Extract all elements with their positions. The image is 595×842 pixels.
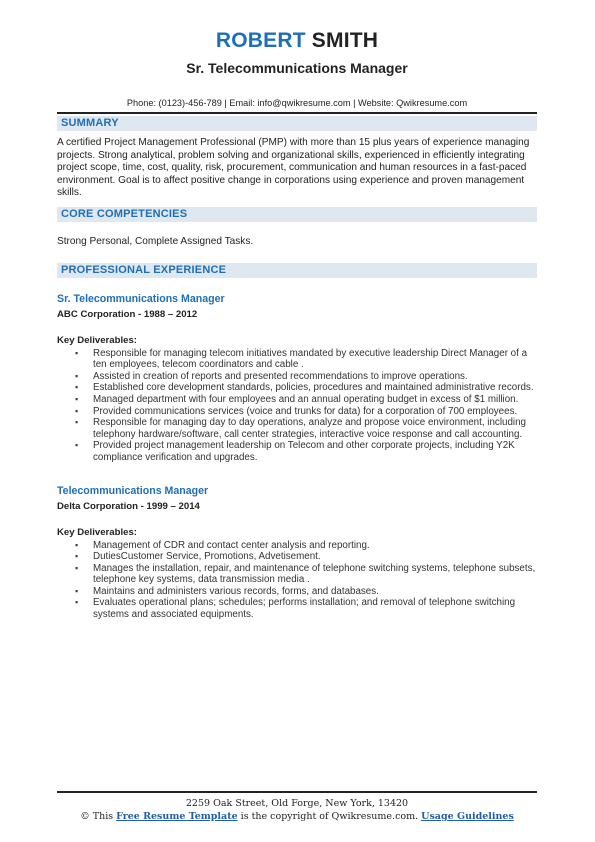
candidate-name	[57, 29, 537, 53]
list-item: ▪ Manages the installation, repair, and maintenance of telephone switching systems, telephone subsets, telephone key systems, data transmission media .	[93, 563, 537, 586]
free-resume-template-link[interactable]: Free Resume Template	[116, 811, 238, 822]
copyright-this: This	[92, 811, 114, 822]
last-name: SMITH	[311, 29, 379, 52]
summary-text: A certified Project Management Professional (PMP) with more than 15 plus years of experience managing projects. Strong analytical, problem solving and organizational skills, experienced in efficiently integrating project scope, time, cost, quality, risk, procurement, communication and human resources in a fast-paced environment. Goal is to affect positive change in corporations using experience and proven management skills.	[57, 137, 530, 199]
copyright-text: is the copyright of Qwikresume.com.	[240, 811, 419, 822]
list-item: ▪ Managed department with four employees and an annual operating budget in excess of $1 million.	[93, 394, 537, 406]
footer-copyright	[57, 811, 537, 822]
job-entry	[57, 293, 537, 464]
deliverables-list	[57, 540, 537, 621]
resume-page	[57, 0, 537, 621]
job-title: Telecommunications Manager	[57, 484, 209, 497]
job-company: ABC Corporation - 1988 – 2012	[57, 308, 198, 320]
header-divider	[57, 112, 537, 114]
list-item: ▪ Management of CDR and contact center analysis and reporting.	[93, 540, 537, 552]
list-item: ▪ Established core development standards, policies, procedures and maintained administrative records.	[93, 382, 537, 394]
list-item: ▪ DutiesCustomer Service, Promotions, Advetisement.	[93, 551, 537, 563]
key-deliverables-label: Key Deliverables:	[57, 334, 137, 346]
list-item: ▪ Provided communications services (voice and trunks for data) for a corporation of 700 employees.	[93, 406, 537, 418]
competencies-text: Strong Personal, Complete Assigned Tasks.	[57, 235, 254, 247]
summary-heading: SUMMARY	[57, 116, 537, 131]
list-item: ▪ Responsible for managing day to day operations, analyze and propose voice environment, including telephony hardware/software, call center strategies, interactive voice response and call accounting.	[93, 417, 537, 440]
job-entry	[57, 485, 537, 621]
list-item: ▪ Responsible for managing telecom initiatives mandated by executive leadership Direct Manager of a ten employees, telecom coordinators and cable .	[93, 348, 537, 371]
key-deliverables-label: Key Deliverables:	[57, 526, 137, 538]
competencies-heading: CORE COMPETENCIES	[57, 207, 537, 222]
list-item: ▪ Assisted in creation of reports and presented recommendations to improve operations.	[93, 371, 537, 383]
list-item: ▪ Provided project management leadership on Telecom and other corporate projects, including Y2K compliance verification and upgrades.	[93, 440, 537, 463]
copyright-symbol: ©	[80, 811, 90, 822]
candidate-title: Sr. Telecommunications Manager	[186, 60, 408, 76]
list-item: ▪ Evaluates operational plans; schedules; performs installation; and removal of telephone switching systems and associated equipments.	[93, 597, 537, 620]
job-title: Sr. Telecommunications Manager	[57, 292, 225, 305]
experience-heading: PROFESSIONAL EXPERIENCE	[57, 263, 537, 278]
footer-divider	[57, 791, 537, 793]
first-name: ROBERT	[215, 29, 306, 52]
deliverables-list	[57, 348, 537, 464]
footer-address: 2259 Oak Street, Old Forge, New York, 13420	[185, 798, 409, 809]
list-item: ▪ Maintains and administers various records, forms, and databases.	[93, 586, 537, 598]
contact-line: Phone: (0123)-456-789 | Email: info@qwikresume.com | Website: Qwikresume.com	[126, 98, 468, 108]
usage-guidelines-link[interactable]: Usage Guidelines	[421, 811, 514, 822]
job-company: Delta Corporation - 1999 – 2014	[57, 500, 200, 512]
